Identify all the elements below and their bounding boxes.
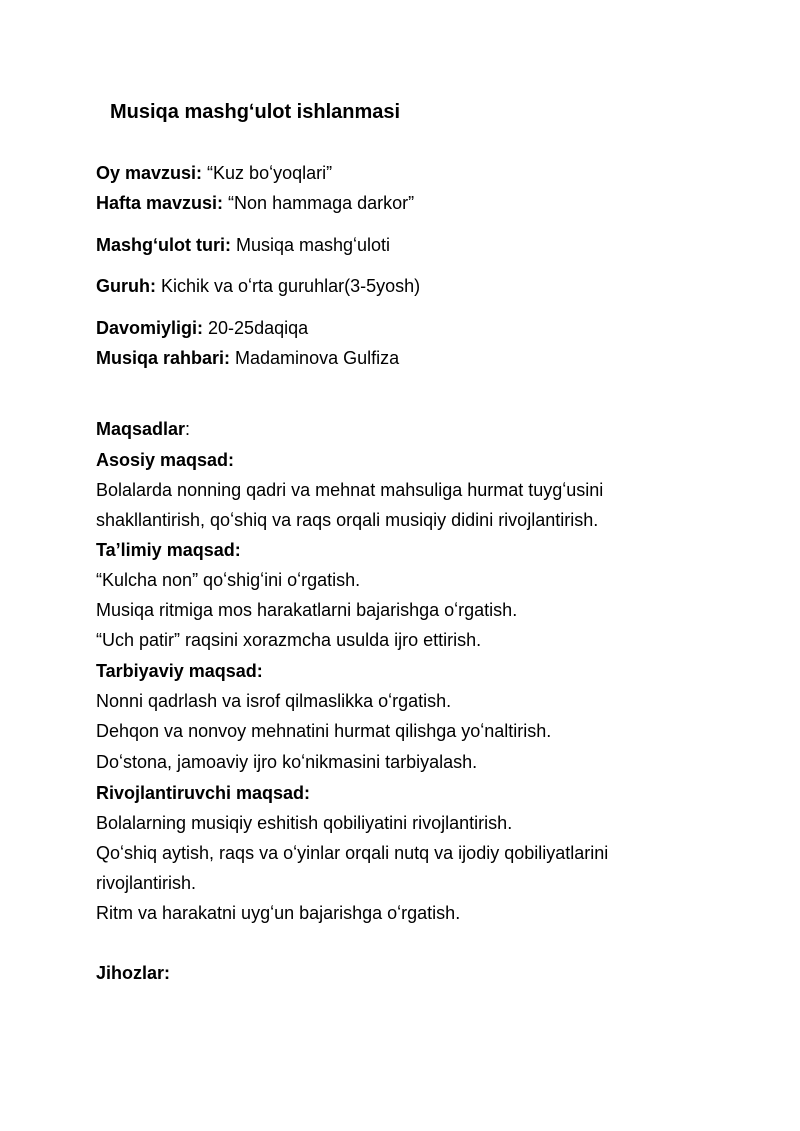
info-value: “Non hammaga darkor” [223, 193, 415, 213]
asosiy-maqsad-heading: Asosiy maqsad: [96, 450, 235, 470]
info-musiqa-rahbari [96, 345, 399, 371]
asosiy-maqsad-line: Bolalarda nonning qadri va mehnat mahsuliga hurmat tuygʻusini [96, 480, 604, 500]
info-davomiyligi [96, 315, 308, 341]
info-value: Madaminova Gulfiza [230, 348, 400, 368]
talimiy-maqsad-line: Musiqa ritmiga mos harakatlarni bajarishga oʻrgatish. [96, 600, 518, 620]
info-value: Musiqa mashgʻuloti [230, 235, 391, 255]
info-hafta-mavzusi [96, 190, 414, 216]
info-label: Guruh: [96, 276, 156, 296]
talimiy-maqsad-line: “Kulcha non” qoʻshigʻini oʻrgatish. [96, 570, 361, 590]
info-label: Davomiyligi: [96, 318, 204, 338]
jihozlar-heading: Jihozlar: [96, 963, 171, 983]
info-guruh [96, 273, 420, 299]
info-value: Kichik va oʻrta guruhlar(3-5yosh) [156, 276, 421, 296]
maqsadlar-heading [96, 416, 190, 442]
talimiy-maqsad-line: “Uch patir” raqsini xorazmcha usulda ijro ettirish. [96, 630, 482, 650]
info-mashgulot-turi [96, 232, 390, 258]
tarbiyaviy-maqsad-line: Nonni qadrlash va isrof qilmaslikka oʻrgatish. [96, 691, 452, 711]
info-value: 20-25daqiqa [203, 318, 309, 338]
info-label: Mashgʻulot turi: [96, 235, 231, 255]
section-heading: Maqsadlar [96, 419, 186, 439]
info-label: Hafta mavzusi: [96, 193, 224, 213]
info-value: “Kuz boʻyoqlari” [202, 163, 333, 183]
rivojlantiruvchi-maqsad-line: Qoʻshiq aytish, raqs va oʻyinlar orqali nutq va ijodiy qobiliyatlarini [96, 843, 609, 863]
rivojlantiruvchi-maqsad-line: Bolalarning musiqiy eshitish qobiliyatini rivojlantirish. [96, 813, 513, 833]
tarbiyaviy-maqsad-heading: Tarbiyaviy maqsad: [96, 661, 263, 681]
info-label: Oy mavzusi: [96, 163, 203, 183]
rivojlantiruvchi-maqsad-line: Ritm va harakatni uygʻun bajarishga oʻrgatish. [96, 903, 461, 923]
info-oy-mavzusi [96, 160, 332, 186]
info-label: Musiqa rahbari: [96, 348, 231, 368]
tarbiyaviy-maqsad-line: Dehqon va nonvoy mehnatini hurmat qilishga yoʻnaltirish. [96, 721, 552, 741]
document-title: Musiqa mashgʻulot ishlanmasi [110, 101, 401, 123]
talimiy-maqsad-heading: Ta’limiy maqsad: [96, 540, 241, 560]
rivojlantiruvchi-maqsad-heading: Rivojlantiruvchi maqsad: [96, 783, 311, 803]
asosiy-maqsad-line: shakllantirish, qoʻshiq va raqs orqali musiqiy didini rivojlantirish. [96, 510, 599, 530]
heading-colon: : [185, 419, 191, 439]
rivojlantiruvchi-maqsad-line: rivojlantirish. [96, 873, 197, 893]
tarbiyaviy-maqsad-line: Doʻstona, jamoaviy ijro koʻnikmasini tarbiyalash. [96, 752, 478, 772]
